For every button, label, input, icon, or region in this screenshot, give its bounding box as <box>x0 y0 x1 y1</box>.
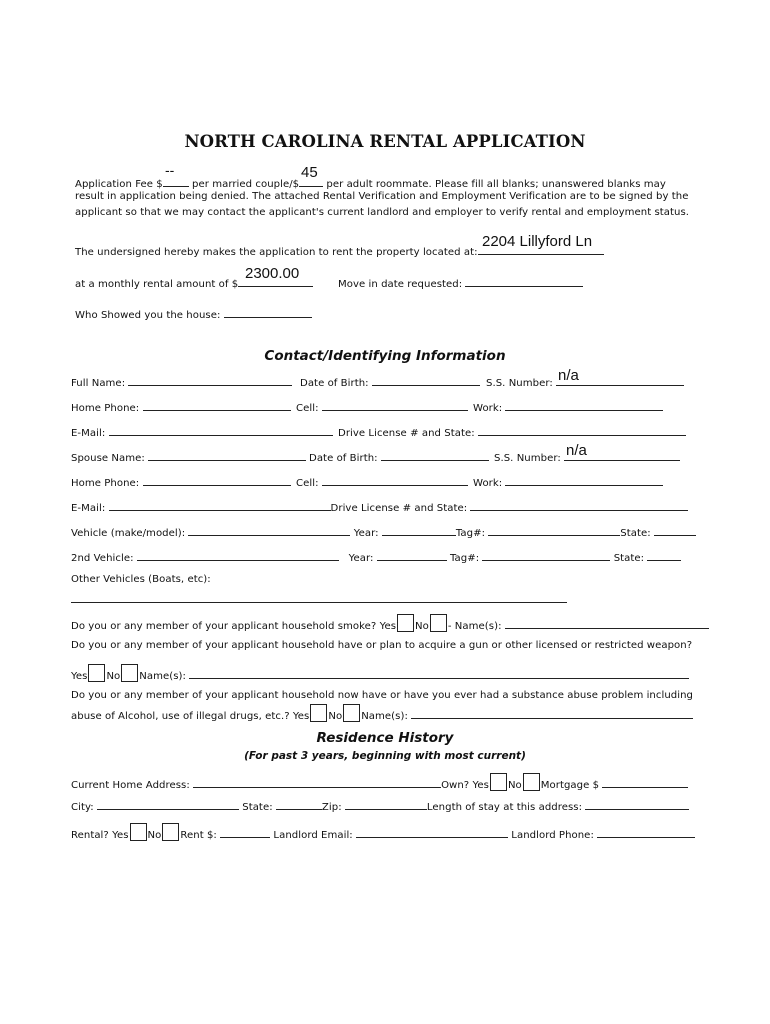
spouse-name-row <box>71 449 306 464</box>
substance-names-field[interactable] <box>411 707 693 719</box>
full-name-row <box>71 374 292 389</box>
vehicle-state-field[interactable] <box>654 524 696 536</box>
application-fee-line <box>75 175 666 190</box>
spouse-cell-label: Cell: <box>296 478 319 489</box>
smoke-no-label: No <box>415 621 429 632</box>
mortgage-field[interactable] <box>602 776 688 788</box>
dob-label: Date of Birth: <box>300 378 369 389</box>
second-vehicle-field[interactable] <box>137 549 339 561</box>
vehicle-row <box>71 524 696 539</box>
spouse-home-phone-label: Home Phone: <box>71 478 140 489</box>
own-no-checkbox[interactable] <box>523 773 540 791</box>
residence-subheading: (For past 3 years, beginning with most current) <box>244 750 526 762</box>
home-phone-row <box>71 399 291 414</box>
work-field[interactable] <box>505 399 663 411</box>
current-address-row <box>71 773 688 791</box>
cell-row <box>296 399 468 414</box>
gun-no-checkbox[interactable] <box>121 664 138 682</box>
vehicle-tag-label: Tag#: <box>455 528 486 539</box>
other-vehicles-label: Other Vehicles (Boats, etc): <box>71 574 211 585</box>
gun-names-label: Name(s): <box>139 671 186 682</box>
spouse-email-row <box>71 499 688 514</box>
gun-names-field[interactable] <box>189 667 689 679</box>
cell-field[interactable] <box>322 399 468 411</box>
home-phone-field[interactable] <box>143 399 291 411</box>
full-name-label: Full Name: <box>71 378 126 389</box>
city-field[interactable] <box>97 798 239 810</box>
landlord-phone-label: Landlord Phone: <box>511 830 594 841</box>
length-of-stay-label: Length of stay at this address: <box>426 802 583 813</box>
spouse-email-label: E-Mail: <box>71 503 106 514</box>
second-vehicle-state-label: State: <box>613 553 645 564</box>
other-vehicles-field[interactable] <box>71 602 567 603</box>
rental-no-label: No <box>147 830 162 841</box>
length-of-stay-field[interactable] <box>585 798 689 810</box>
vehicle-label: Vehicle (make/model): <box>71 528 186 539</box>
second-vehicle-year-label: Year: <box>348 553 374 564</box>
spouse-home-phone-field[interactable] <box>143 474 291 486</box>
vehicle-year-label: Year: <box>353 528 379 539</box>
fee-middle: per married couple/$ <box>188 179 300 190</box>
document-title: NORTH CAROLINA RENTAL APPLICATION <box>184 132 586 151</box>
substance-no-checkbox[interactable] <box>343 704 360 722</box>
drive-license-label: Drive License # and State: <box>338 428 475 439</box>
drive-license-field[interactable] <box>478 424 686 436</box>
full-name-field[interactable] <box>128 374 292 386</box>
rental-yes-label: Yes <box>112 830 129 841</box>
vehicle-field[interactable] <box>188 524 350 536</box>
gun-no-label: No <box>106 671 121 682</box>
spouse-ssn-label: S.S. Number: <box>494 453 561 464</box>
move-in-label: Move in date requested: <box>338 279 463 290</box>
second-vehicle-tag-field[interactable] <box>482 549 610 561</box>
city-row <box>71 798 689 813</box>
second-vehicle-tag-label: Tag#: <box>449 553 480 564</box>
smoke-names-field[interactable] <box>505 617 709 629</box>
smoke-names-label: - Name(s): <box>447 621 502 632</box>
own-yes-label: Yes <box>472 780 489 791</box>
spouse-cell-row <box>296 474 468 489</box>
smoke-yes-checkbox[interactable] <box>397 614 414 632</box>
move-in-line <box>338 275 583 290</box>
spouse-email-field[interactable] <box>109 499 331 511</box>
spouse-name-field[interactable] <box>148 449 306 461</box>
substance-question-1: Do you or any member of your applicant household now have or have you ever had a substance abuse problem including <box>71 690 693 701</box>
spouse-name-label: Spouse Name: <box>71 453 145 464</box>
own-label: Own? <box>441 780 470 791</box>
intro-line-3: applicant so that we may contact the applicant's current landlord and employer to verify rental and employment status. <box>75 207 690 218</box>
contact-heading: Contact/Identifying Information <box>264 348 506 364</box>
dob-row <box>300 374 480 389</box>
property-address-value: 2204 Lillyford Ln <box>482 233 593 250</box>
spouse-home-phone-row <box>71 474 291 489</box>
landlord-email-field[interactable] <box>356 826 508 838</box>
current-address-field[interactable] <box>193 776 441 788</box>
rent-label: at a monthly rental amount of $ <box>75 279 239 290</box>
fee-suffix: per adult roommate. Please fill all blanks; unanswered blanks may <box>323 179 666 190</box>
rental-label: Rental? <box>71 830 109 841</box>
spouse-work-row <box>473 474 663 489</box>
spouse-work-field[interactable] <box>505 474 663 486</box>
spouse-ssn-row <box>494 449 680 464</box>
monthly-rent-value: 2300.00 <box>245 265 300 282</box>
drive-license-row <box>338 424 686 439</box>
landlord-email-label: Landlord Email: <box>273 830 353 841</box>
own-no-label: No <box>507 780 522 791</box>
ssn-value: n/a <box>558 367 579 384</box>
shown-by-label: Who Showed you the house: <box>75 310 221 321</box>
gun-yes-label: Yes <box>71 671 88 682</box>
vehicle-year-field[interactable] <box>382 524 456 536</box>
email-label: E-Mail: <box>71 428 106 439</box>
spouse-dob-field[interactable] <box>381 449 489 461</box>
move-in-date-field[interactable] <box>465 275 583 287</box>
work-row <box>473 399 663 414</box>
substance-answer-row <box>71 704 693 722</box>
vehicle-state-label: State: <box>620 528 651 539</box>
spouse-cell-field[interactable] <box>322 474 468 486</box>
rent-field[interactable] <box>220 826 270 838</box>
second-vehicle-state-field[interactable] <box>647 549 681 561</box>
rental-yes-checkbox[interactable] <box>130 823 147 841</box>
smoke-no-checkbox[interactable] <box>430 614 447 632</box>
residence-state-label: State: <box>242 802 273 813</box>
smoke-row <box>71 614 709 632</box>
second-vehicle-label: 2nd Vehicle: <box>71 553 134 564</box>
home-phone-label: Home Phone: <box>71 403 140 414</box>
dob-field[interactable] <box>372 374 480 386</box>
spouse-drive-license-label: Drive License # and State: <box>330 503 468 514</box>
email-row <box>71 424 333 439</box>
gun-question: Do you or any member of your applicant household have or plan to acquire a gun or other licensed or restricted weapon? <box>71 640 693 651</box>
landlord-phone-field[interactable] <box>597 826 695 838</box>
fee-couple-value: -- <box>165 162 175 178</box>
zip-field[interactable] <box>345 798 427 810</box>
residence-heading: Residence History <box>316 730 454 746</box>
gun-yes-checkbox[interactable] <box>88 664 105 682</box>
cell-label: Cell: <box>296 403 319 414</box>
spouse-work-label: Work: <box>473 478 503 489</box>
own-yes-checkbox[interactable] <box>490 773 507 791</box>
substance-names-label: Name(s): <box>361 711 408 722</box>
gun-answer-row <box>71 664 689 682</box>
ssn-label: S.S. Number: <box>486 378 553 389</box>
smoke-yes-label: Yes <box>379 621 397 632</box>
substance-yes-label: Yes <box>292 711 310 722</box>
city-label: City: <box>71 802 94 813</box>
residence-state-field[interactable] <box>276 798 322 810</box>
spouse-dob-label: Date of Birth: <box>309 453 378 464</box>
second-vehicle-year-field[interactable] <box>377 549 447 561</box>
vehicle-tag-field[interactable] <box>488 524 620 536</box>
property-label: The undersigned hereby makes the application to rent the property located at: <box>75 247 478 258</box>
substance-yes-checkbox[interactable] <box>310 704 327 722</box>
spouse-dob-row <box>309 449 489 464</box>
rental-row <box>71 823 695 841</box>
current-address-label: Current Home Address: <box>71 780 190 791</box>
substance-no-label: No <box>328 711 343 722</box>
email-field[interactable] <box>109 424 333 436</box>
ssn-row <box>486 374 684 389</box>
substance-question-2: abuse of Alcohol, use of illegal drugs, etc.? <box>71 711 290 722</box>
fee-roommate-value: 45 <box>301 164 318 181</box>
spouse-ssn-value: n/a <box>566 442 587 459</box>
mortgage-label: Mortgage $ <box>540 780 600 791</box>
rent-label: Rent $: <box>180 830 217 841</box>
intro-line-2: result in application being denied. The attached Rental Verification and Employment Verification are to be signed by the <box>75 191 689 202</box>
work-label: Work: <box>473 403 503 414</box>
second-vehicle-row <box>71 549 681 564</box>
rental-no-checkbox[interactable] <box>162 823 179 841</box>
shown-by-field[interactable] <box>224 306 312 318</box>
zip-label: Zip: <box>321 802 342 813</box>
shown-by-line <box>75 306 312 321</box>
smoke-question: Do you or any member of your applicant household smoke? <box>71 621 377 632</box>
fee-prefix: Application Fee $ <box>75 179 163 190</box>
spouse-drive-license-field[interactable] <box>470 499 688 511</box>
